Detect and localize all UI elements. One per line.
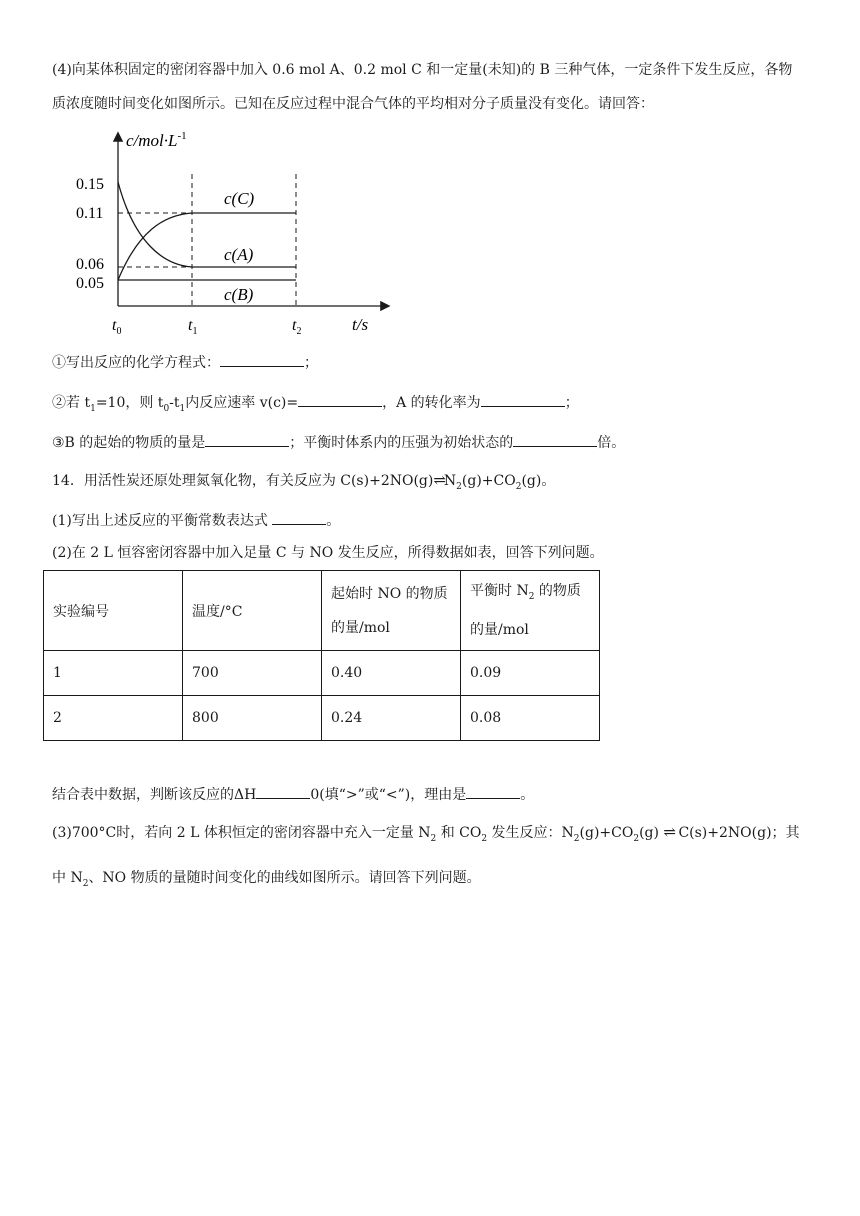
q14-part1: (1)写出上述反应的平衡常数表达式 。 xyxy=(52,510,340,531)
table-header-row xyxy=(44,571,600,651)
y-tick-label: 0.06 xyxy=(76,256,104,273)
series-label-c-A: c(A) xyxy=(224,245,254,264)
table-cell: 2 xyxy=(44,696,183,741)
q4-line-2: 质浓度随时间变化如图所示。已知在反应过程中混合气体的平均相对分子质量没有变化。请回答： xyxy=(52,96,654,112)
q14-part2: (2)在 2 L 恒容密闭容器中加入足量 C 与 NO 发生反应，所得数据如表，回答下列问题。 xyxy=(52,545,604,561)
q14-title: 14．用活性炭还原处理氮氧化物，有关反应为 $C(s)+2NO(g)\rightleftharpoons N_2(g)+CO_2(g)$。 xyxy=(52,471,556,492)
table-header-cell: 实验编号 xyxy=(44,571,183,651)
y-axis-label: $c/mol\cdot L^{-1}$ xyxy=(126,130,187,150)
table-row xyxy=(44,696,600,741)
table-row xyxy=(44,651,600,696)
answer-blank[interactable] xyxy=(220,352,304,367)
answer-blank[interactable] xyxy=(256,784,310,799)
reversible-arrow-icon: ⇌ xyxy=(433,471,444,489)
q4-line-1: (4)向某体积固定的密闭容器中加入 0.6 mol A、0.2 mol C 和一定量(未知)的 B 三种气体，一定条件下发生反应，各物 xyxy=(52,62,793,78)
y-tick-label: 0.11 xyxy=(76,205,104,222)
series-label-c-B: c(B) xyxy=(224,285,254,304)
answer-blank[interactable] xyxy=(205,432,289,447)
table-cell: 800 xyxy=(183,696,322,741)
y-tick-label: 0.05 xyxy=(76,275,104,292)
x-tick-label: $t_0$ xyxy=(112,317,122,334)
answer-blank[interactable] xyxy=(513,432,597,447)
series-c-A-curve xyxy=(118,182,296,267)
table-header-cell: 温度/°C xyxy=(183,571,322,651)
table-cell: 0.24 xyxy=(322,696,461,741)
answer-blank[interactable] xyxy=(481,392,565,407)
q4-sub2: ②若 $t_1=10$，则 $t_0-t_1$内反应速率 v(c)= ，A 的转化率为 ； xyxy=(52,392,579,419)
q14-conclusion: 结合表中数据，判断该反应的ΔH 0(填“>”或“<”)，理由是 。 xyxy=(52,784,534,805)
experiment-data-table xyxy=(43,570,600,741)
series-label-c-C: c(C) xyxy=(224,189,255,208)
answer-blank[interactable] xyxy=(272,510,326,525)
table-cell: 0.09 xyxy=(461,651,600,696)
q14-part3-line2: 中 $N_2$、NO 物质的量随时间变化的曲线如图所示。请回答下列问题。 xyxy=(52,870,481,889)
table-header-cell: 起始时 NO 的物质 的量/mol xyxy=(322,571,461,651)
table-cell: 700 xyxy=(183,651,322,696)
table-cell: 1 xyxy=(44,651,183,696)
table-cell: 0.08 xyxy=(461,696,600,741)
reversible-arrow-icon: ⇌ xyxy=(663,823,674,841)
q14-part3-line1: (3)700°C时，若向 2 L 体积恒定的密闭容器中充入一定量 $N_2$ 和 $CO_2$ 发生反应：$N_2(g)+CO_2(g)$ ⇌ C(s)+2NO(g)；其 xyxy=(52,823,800,844)
x-axis-label: t/s xyxy=(352,315,369,334)
series-c-C-curve xyxy=(118,213,296,280)
concentration-time-chart xyxy=(68,122,398,334)
x-tick-label: $t_2$ xyxy=(292,317,302,334)
y-tick-label: 0.15 xyxy=(76,176,104,193)
table-cell: 0.40 xyxy=(322,651,461,696)
table-header-cell: 平衡时 $N_2$ 的物质 的量/mol xyxy=(461,571,600,651)
answer-blank[interactable] xyxy=(298,392,382,407)
q4-sub1: ①写出反应的化学方程式： ； xyxy=(52,352,318,373)
x-tick-label: $t_1$ xyxy=(188,317,198,334)
q4-sub3: ③B 的起始的物质的量是 ；平衡时体系内的压强为初始状态的 倍。 xyxy=(52,432,625,453)
answer-blank[interactable] xyxy=(466,784,520,799)
